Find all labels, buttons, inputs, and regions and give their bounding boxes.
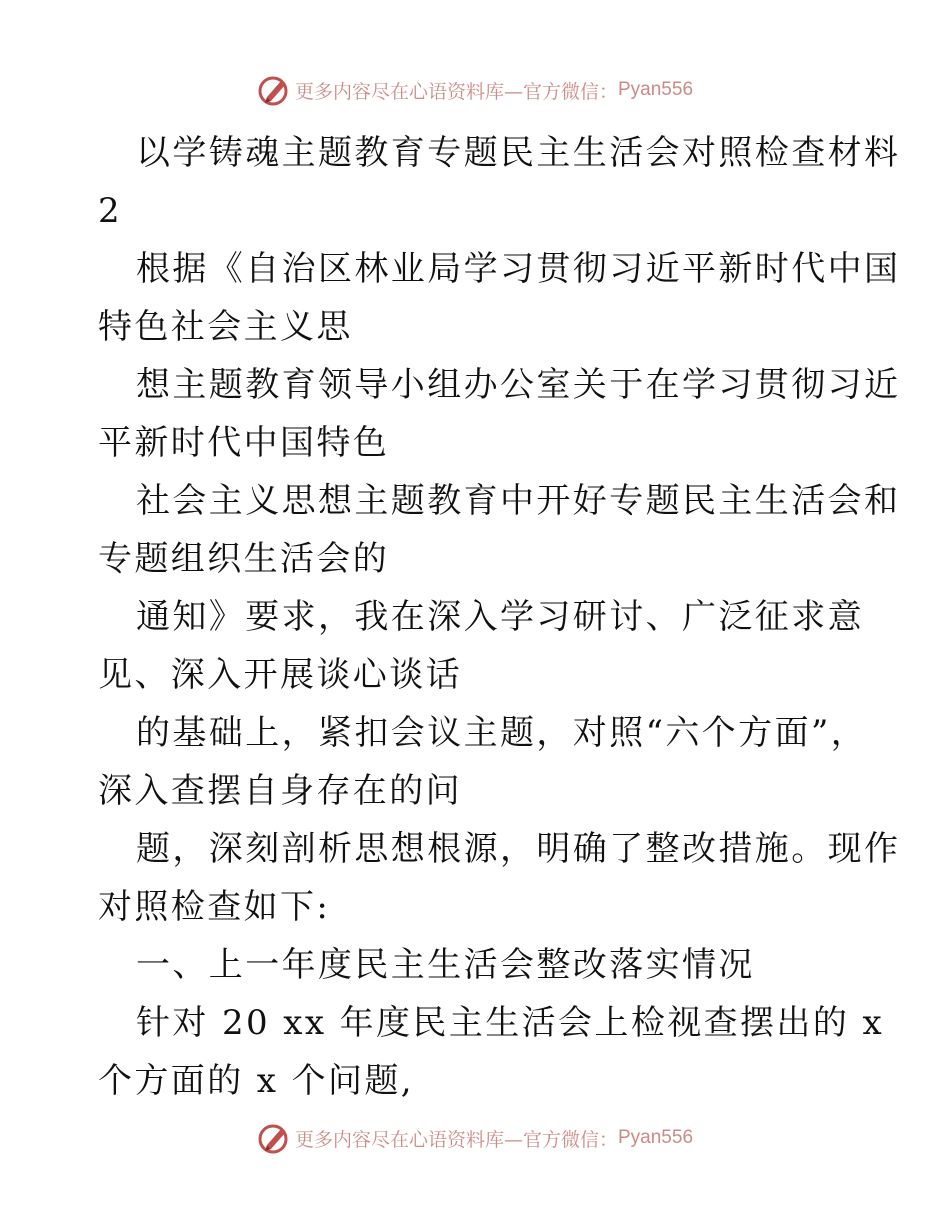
watermark-account: Pyan556: [618, 79, 694, 100]
paragraph-line: 想主题教育领导小组办公室关于在学习贯彻习近: [136, 365, 901, 405]
paragraph-line: 深入查摆自身存在的问: [98, 771, 462, 811]
paragraph-line: 对照检查如下:: [98, 887, 331, 927]
document-body: [98, 124, 901, 1110]
paragraph-line: 个方面的 x 个问题,: [98, 1061, 414, 1101]
paragraph-line: 题，深刻剖析思想根源，明确了整改措施。现作: [136, 829, 901, 869]
section-heading: 一、上一年度民主生活会整改落实情况: [136, 945, 755, 985]
watermark-footer: [0, 1118, 950, 1158]
paragraph-line: 的基础上，紧扣会议主题，对照“六个方面”，: [136, 713, 868, 753]
watermark-header: [0, 70, 950, 110]
paragraph-line: 平新时代中国特色: [98, 423, 390, 463]
paragraph-line: 通知》要求，我在深入学习研讨、广泛征求意: [136, 597, 864, 637]
paragraph-line: 专题组织生活会的: [98, 539, 390, 579]
paragraph-line: 针对 20 xx 年度民主生活会上检视查摆出的 x: [136, 1003, 885, 1043]
document-title-continued: 2: [98, 191, 123, 231]
pen-logo-icon: [257, 1121, 291, 1155]
watermark-text: 更多内容尽在心语资料库—官方微信：: [294, 1128, 618, 1151]
paragraph-line: 社会主义思想主题教育中开好专题民主生活会和: [136, 481, 901, 521]
paragraph-line: 见、深入开展谈心谈话: [98, 655, 462, 695]
paragraph-line: 根据《自治区林业局学习贯彻习近平新时代中国: [136, 249, 901, 289]
watermark-text: 更多内容尽在心语资料库—官方微信：: [294, 80, 618, 103]
watermark-account: Pyan556: [618, 1127, 694, 1148]
pen-logo-icon: [257, 73, 291, 107]
paragraph-line: 特色社会主义思: [98, 307, 353, 347]
document-title: 以学铸魂主题教育专题民主生活会对照检查材料: [136, 133, 901, 173]
